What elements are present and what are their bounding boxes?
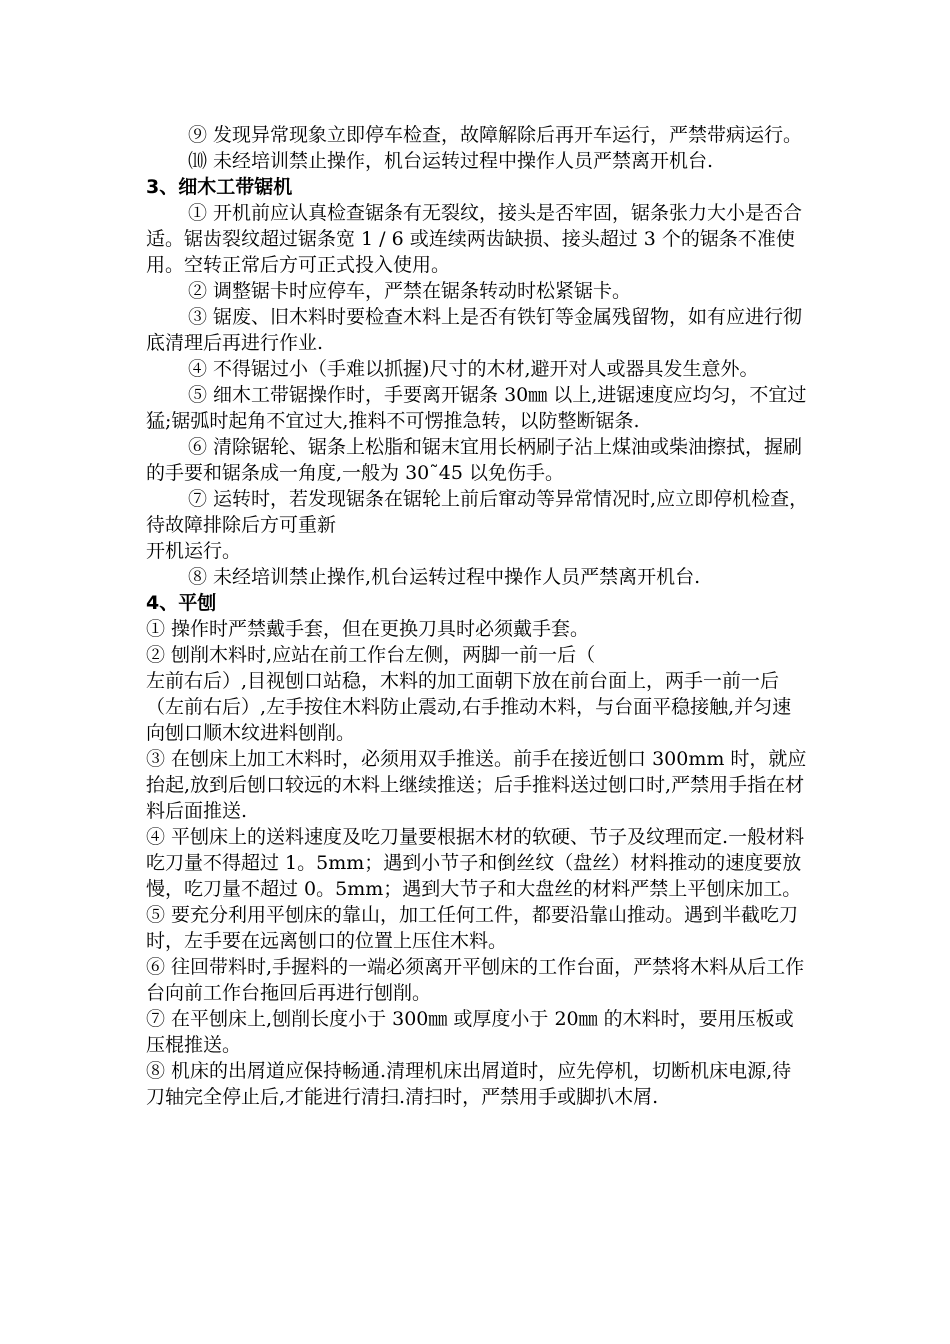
paragraph: ⑽ 未经培训禁止操作，机台运转过程中操作人员严禁离开机台. [188,150,714,172]
paragraph: ⑨ 发现异常现象立即停车检查，故障解除后再开车运行，严禁带病运行。 [188,124,803,146]
paragraph: ③ 锯废、旧木料时要检查木料上是否有铁钉等金属残留物，如有应进行彻底清理后再进行作业. [146,306,803,354]
paragraph: ⑥ 往回带料时,手握料的一端必须离开平刨床的工作台面，严禁将木料从后工作台向前工作台拖回后再进行刨削。 [146,956,805,1004]
paragraph: 左前右后）,目视刨口站稳，木料的加工面朝下放在前台面上，两手一前一后（左前右后）,左手按住木料防止震动,右手推动木料，与台面平稳接触,并匀速向刨口顺木纹进料刨削。 [146,670,792,744]
paragraph: ④ 平刨床上的送料速度及吃刀量要根据木材的软硬、节子及纹理而定.一般材料吃刀量不得超过 1。5mm；遇到小节子和倒丝纹（盘丝）材料推动的速度要放慢，吃刀量不超过 0。5mm；遇到大节子和大盘丝的材料严禁上平刨床加工。 [146,826,805,900]
paragraph: ① 开机前应认真检查锯条有无裂纹，接头是否牢固，锯条张力大小是否合适。锯齿裂纹超过锯条宽 1 / 6 或连续两齿缺损、接头超过 3 个的锯条不准使用。空转正常后方可正式投入使用。 [146,202,803,276]
paragraph: ④ 不得锯过小（手难以抓握)尺寸的木材,避开对人或器具发生意外。 [188,358,759,380]
paragraph: ② 调整锯卡时应停车，严禁在锯条转动时松紧锯卡。 [188,280,632,302]
paragraph: ① 操作时严禁戴手套，但在更换刀具时必须戴手套。 [146,618,590,640]
paragraph: ⑧ 未经培训禁止操作,机台运转过程中操作人员严禁离开机台. [188,566,701,588]
paragraph: ③ 在刨床上加工木料时，必须用双手推送。前手在接近刨口 300mm 时，就应抬起,放到后刨口较远的木料上继续推送；后手推料送过刨口时,严禁用手指在材料后面推送. [146,748,807,822]
paragraph: ⑦ 运转时，若发现锯条在锯轮上前后窜动等异常情况时,应立即停机检查，待故障排除后方可重新 [146,488,809,536]
section-heading: 4、平刨 [146,592,217,614]
paragraph: ⑧ 机床的出屑道应保持畅通.清理机床出屑道时，应先停机，切断机床电源,待刀轴完全停止后,才能进行清扫.清扫时，严禁用手或脚扒木屑. [146,1060,792,1108]
document-body [146,122,810,1110]
section-heading: 3、细木工带锯机 [146,176,293,198]
paragraph: ② 刨削木料时,应站在前工作台左侧，两脚一前一后（ [146,644,596,666]
paragraph: 开机运行。 [146,540,242,562]
paragraph: ⑥ 清除锯轮、锯条上松脂和锯末宜用长柄刷子沾上煤油或柴油擦拭，握刷的手要和锯条成一角度,一般为 30˜45 以免伤手。 [146,436,803,484]
paragraph: ⑤ 要充分利用平刨床的靠山，加工任何工件，都要沿靠山推动。遇到半截吃刀时，左手要在远离刨口的位置上压住木料。 [146,904,799,952]
paragraph: ⑦ 在平刨床上,刨削长度小于 300㎜ 或厚度小于 20㎜ 的木料时，要用压板或压棍推送。 [146,1008,794,1056]
paragraph: ⑤ 细木工带锯操作时，手要离开锯条 30㎜ 以上,进锯速度应均匀，不宜过猛;锯弧时起角不宜过大,推料不可愣推急转，以防整断锯条. [146,384,807,432]
